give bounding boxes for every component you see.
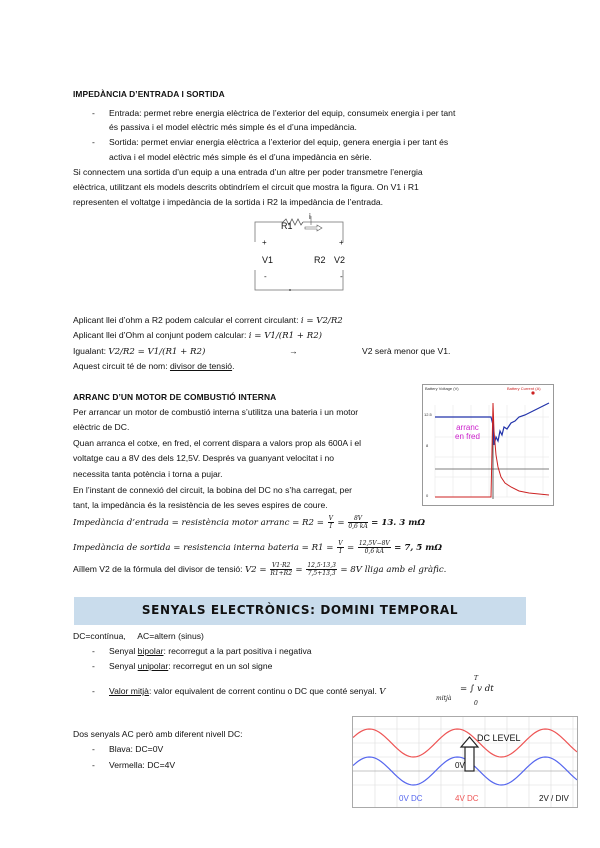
paragraph-line: representen el voltatge i impedància de la sortida i R2 la impedància de l’entrada. xyxy=(73,197,384,207)
ohm-line-4: Aquest circuit té de nom: divisor de tensió. xyxy=(73,361,235,371)
bullet-dash: - xyxy=(92,661,95,671)
v2-label: V2 xyxy=(334,255,346,265)
v2-plus: + xyxy=(339,238,344,247)
bullet-vermella: Vermella: DC=4V xyxy=(109,760,176,770)
graph-left-label: Battery Voltage (V) xyxy=(425,386,459,391)
integral-upper: T xyxy=(474,675,479,682)
bullet-dash: - xyxy=(92,744,95,754)
dc-level-label: DC LEVEL xyxy=(477,733,521,743)
paragraph-line: tant, la impedància és la resistència de les seves espires de coure. xyxy=(73,500,328,510)
bullet-valor-mitja: Valor mitjà: valor equivalent de corrent continu o DC que conté senyal. V xyxy=(109,686,386,697)
current-label: i xyxy=(309,212,311,221)
v1-label: V1 xyxy=(262,255,274,265)
paragraph-line: elèctric de DC. xyxy=(73,422,130,432)
integral-lower: 0 xyxy=(474,700,478,707)
arranc-annotation: arranc en fred xyxy=(455,423,480,441)
bullet-dash: - xyxy=(92,137,95,147)
r2-label: R2 xyxy=(314,255,326,265)
r1-label: R1 xyxy=(281,221,293,231)
section-title-arranc: ARRANC D’UN MOTOR DE COMBUSTIÓ INTERNA xyxy=(73,392,277,402)
ohm-line-3: Igualant: V2/R2 = V1/(R1 + R2) xyxy=(73,346,206,357)
bullet-sortida-line2: activa i el model elèctric més simple és el d’una impedància en sèrie. xyxy=(109,152,372,162)
v2-minus: - xyxy=(340,272,343,281)
banner-title: SENYALS ELECTRÒNICS: DOMINI TEMPORAL xyxy=(141,603,459,617)
battery-graph xyxy=(422,384,554,506)
bullet-unipolar: Senyal unipolar: recorregut en un sol signe xyxy=(109,661,273,671)
tick-0: 0 xyxy=(426,493,429,498)
paragraph-line: Si connectem una sortida d’un equip a una entrada d’un altre per poder transmetre l’energia xyxy=(73,167,423,177)
ohm-result: V2 serà menor que V1. xyxy=(362,346,451,356)
paragraph-line: Dos senyals AC però amb diferent nivell DC: xyxy=(73,729,243,739)
bullet-dash: - xyxy=(92,108,95,118)
div-label: 2V / DIV xyxy=(539,794,569,803)
paragraph-line: elèctrica, utilitzant els models descrits obtindríem el circuit que mostra la figura. On V1 i R1 xyxy=(73,182,419,192)
divisor-link: divisor de tensió xyxy=(169,361,233,371)
paragraph-line: Quan arranca el cotxe, en fred, el corrent dispara a valors prop als 600A i el xyxy=(73,438,362,448)
bullet-dash: - xyxy=(92,686,95,696)
ohm-line-1: Aplicant llei d’ohm a R2 podem calcular el corrent circulant: i = V2/R2 xyxy=(73,315,343,326)
section-title-impedance: IMPEDÀNCIA D’ENTRADA I SORTIDA xyxy=(73,89,225,99)
paragraph-line: Per arrancar un motor de combustió interna s’utilitza una bateria i un motor xyxy=(73,407,359,417)
mitja-subscript: mitjà xyxy=(436,695,452,702)
paragraph-line: necessita tanta potència i torna a pujar. xyxy=(73,469,223,479)
bullet-entrada-line2: és passiva i el model elèctric més simple és el d’una impedància. xyxy=(109,122,357,132)
tick-12-5: 12.5 xyxy=(424,412,432,417)
v1-minus: - xyxy=(264,272,267,281)
bullet-blava: Blava: DC=0V xyxy=(109,744,164,754)
equation-impedance-out: Impedància de sortida = resistencia interna bateria = R1 = $\frac{V}{I}$ = $\frac{12,5V-8V}{0,6 kA}$ = 7, 5 mΩ xyxy=(73,540,443,556)
bullet-bipolar: Senyal bipolar: recorregut a la part positiva i negativa xyxy=(109,646,312,656)
paragraph-line: voltatge cau a 8V des dels 12,5V. Després va guanyant velocitat i no xyxy=(73,453,335,463)
equation-impedance-in: Impedància d’entrada = resistència motor arranc = R2 = $\frac{V}{I}$ = $\frac{8V}{0,6 kA}$ = 13. 3 mΩ xyxy=(73,515,425,531)
graph-right-label: Battery Current (A) xyxy=(507,386,541,391)
bullet-entrada-line1: Entrada: permet rebre energia elèctrica de l’exterior del equip, consumeix energia i per tant xyxy=(109,108,456,118)
ohm-line-2: Aplicant llei d’Ohm al conjunt podem calcular: i = V1/(R1 + R2) xyxy=(73,330,323,341)
v1-plus: + xyxy=(262,238,267,247)
equation-divisor: Aïllem V2 de la fórmula del divisor de tensió: V2 = $\frac{V1\cdot R2}{R1+R2}$ = $\frac{12,5\cdot 13,3}{7,5+13,3}$ = 8V lliga amb el gràfic. xyxy=(73,562,447,578)
dc-ac-line: DC=contínua, AC=altern (sinus) xyxy=(73,631,204,641)
paragraph-line: En l’instant de connexió del circuit, la bobina del DC no s’ha carregat, per xyxy=(73,485,352,495)
red-dc-label: 4V DC xyxy=(455,794,479,803)
bullet-dash: - xyxy=(92,646,95,656)
integral-eq: = ∫ v dt xyxy=(460,684,494,694)
dc-level-graph xyxy=(352,716,578,808)
bullet-sortida-line1: Sortida: permet enviar energia elèctrica a l’exterior del equip, genera energia i per tant és xyxy=(109,137,449,147)
zero-label: 0V xyxy=(455,761,465,770)
battery-plot xyxy=(423,385,553,505)
section-banner xyxy=(74,597,526,625)
arrow: → xyxy=(289,346,298,356)
blue-dc-label: 0V DC xyxy=(399,794,423,803)
bullet-dash: - xyxy=(92,760,95,770)
tick-8: 8 xyxy=(426,443,429,448)
